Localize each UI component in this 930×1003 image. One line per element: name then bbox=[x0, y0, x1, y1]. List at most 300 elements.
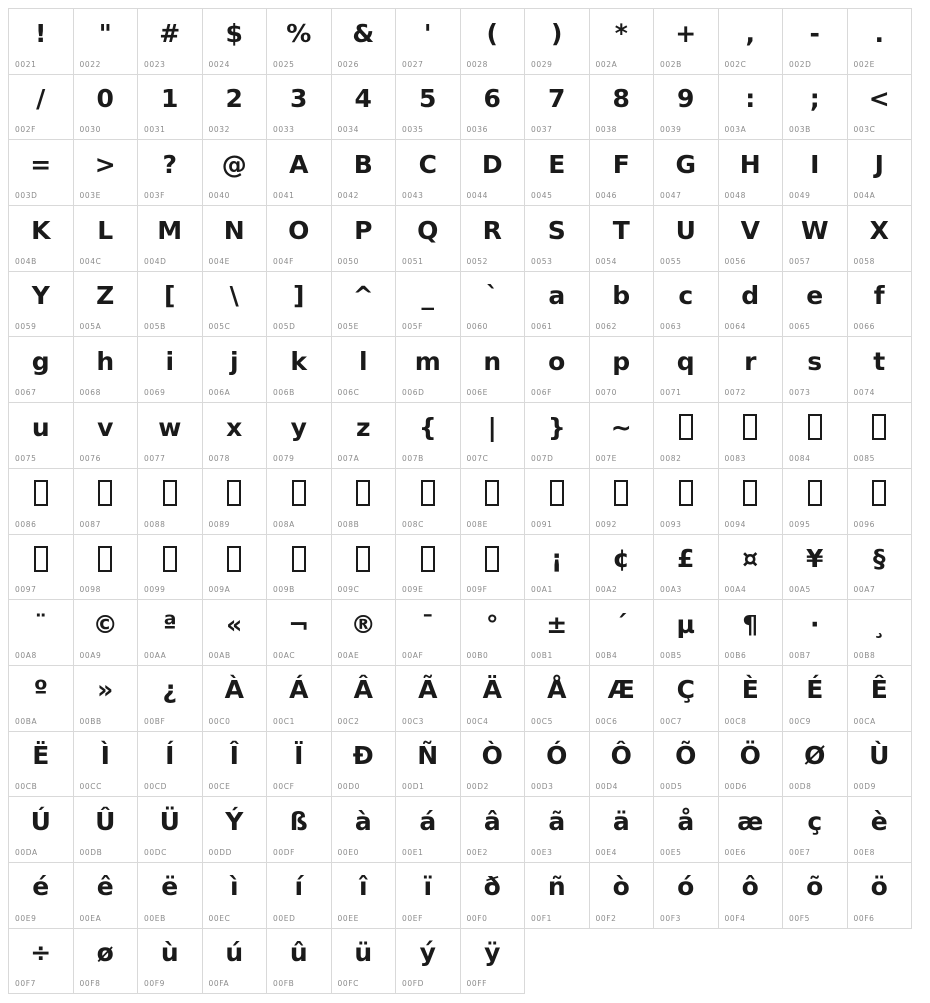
glyph-cell[interactable] bbox=[719, 797, 784, 863]
glyph-cell[interactable] bbox=[74, 140, 139, 206]
glyph-cell[interactable] bbox=[783, 600, 848, 666]
glyph-cell[interactable] bbox=[525, 140, 590, 206]
glyph-cell[interactable] bbox=[267, 140, 332, 206]
glyph-cell[interactable] bbox=[9, 732, 74, 798]
glyph-cell[interactable] bbox=[332, 206, 397, 272]
glyph-cell[interactable] bbox=[396, 600, 461, 666]
glyph-cell[interactable] bbox=[267, 600, 332, 666]
glyph-codepoint: 00B6 bbox=[724, 650, 747, 660]
glyph-codepoint: 0025 bbox=[273, 59, 295, 69]
glyph-codepoint: 0029 bbox=[531, 59, 553, 69]
glyph-cell[interactable] bbox=[9, 403, 74, 469]
glyph-cell[interactable] bbox=[461, 337, 526, 403]
glyph-cell[interactable] bbox=[203, 600, 268, 666]
glyph-codepoint: 005F bbox=[402, 322, 424, 332]
glyph-codepoint: 006F bbox=[531, 388, 553, 398]
glyph-cell[interactable] bbox=[848, 600, 913, 666]
glyph-codepoint: 0057 bbox=[789, 256, 811, 266]
glyph-codepoint: 00C6 bbox=[595, 716, 618, 726]
glyph-cell[interactable] bbox=[461, 600, 526, 666]
glyph-cell[interactable] bbox=[461, 732, 526, 798]
glyph-codepoint: 00AE bbox=[337, 650, 360, 660]
glyph-cell[interactable] bbox=[719, 140, 784, 206]
glyph-cell[interactable] bbox=[74, 9, 139, 75]
glyph-cell[interactable] bbox=[461, 469, 526, 535]
glyph-cell[interactable] bbox=[783, 666, 848, 732]
glyph-cell[interactable] bbox=[74, 206, 139, 272]
glyph-sample: 0 bbox=[96, 84, 114, 114]
glyph-codepoint: 00EE bbox=[337, 913, 359, 923]
glyph-cell[interactable] bbox=[332, 337, 397, 403]
glyph-cell[interactable] bbox=[461, 929, 526, 995]
glyph-cell[interactable] bbox=[9, 272, 74, 338]
glyph-cell[interactable] bbox=[525, 75, 590, 141]
notdef-box-icon bbox=[485, 480, 499, 506]
glyph-sample: ò bbox=[612, 872, 630, 902]
glyph-codepoint: 00BF bbox=[144, 716, 166, 726]
glyph-cell[interactable] bbox=[396, 9, 461, 75]
glyph-cell[interactable] bbox=[203, 337, 268, 403]
glyph-cell[interactable] bbox=[332, 600, 397, 666]
glyph-cell[interactable] bbox=[654, 337, 719, 403]
glyph-cell[interactable] bbox=[783, 9, 848, 75]
glyph-sample: « bbox=[226, 609, 243, 639]
glyph-cell[interactable] bbox=[654, 600, 719, 666]
glyph-cell[interactable] bbox=[654, 732, 719, 798]
glyph-cell[interactable] bbox=[848, 337, 913, 403]
glyph-sample: ø bbox=[96, 938, 114, 968]
glyph-cell[interactable] bbox=[719, 600, 784, 666]
glyph-cell[interactable] bbox=[590, 403, 655, 469]
glyph-cell[interactable] bbox=[525, 469, 590, 535]
glyph-cell[interactable] bbox=[138, 600, 203, 666]
glyph-cell[interactable] bbox=[590, 337, 655, 403]
glyph-cell[interactable] bbox=[461, 75, 526, 141]
glyph-cell[interactable] bbox=[719, 272, 784, 338]
glyph-cell[interactable] bbox=[138, 797, 203, 863]
glyph-cell[interactable] bbox=[396, 206, 461, 272]
glyph-cell[interactable] bbox=[396, 75, 461, 141]
glyph-codepoint: 0027 bbox=[402, 59, 424, 69]
glyph-cell[interactable] bbox=[203, 403, 268, 469]
glyph-cell[interactable] bbox=[783, 732, 848, 798]
glyph-sample bbox=[525, 471, 589, 515]
glyph-codepoint: 009F bbox=[466, 585, 488, 595]
glyph-cell[interactable] bbox=[138, 206, 203, 272]
glyph-cell[interactable] bbox=[203, 9, 268, 75]
glyph-sample: J bbox=[874, 149, 884, 179]
glyph-cell[interactable] bbox=[719, 732, 784, 798]
glyph-cell[interactable] bbox=[590, 272, 655, 338]
glyph-cell[interactable] bbox=[74, 732, 139, 798]
glyph-cell[interactable] bbox=[848, 206, 913, 272]
glyph-cell[interactable] bbox=[848, 797, 913, 863]
glyph-sample bbox=[267, 537, 331, 581]
glyph-codepoint: 0055 bbox=[660, 256, 682, 266]
glyph-sample: l bbox=[358, 346, 368, 376]
glyph-cell[interactable] bbox=[138, 929, 203, 995]
glyph-cell[interactable] bbox=[9, 337, 74, 403]
glyph-cell[interactable] bbox=[590, 666, 655, 732]
glyph-sample: q bbox=[676, 346, 695, 376]
glyph-cell[interactable] bbox=[203, 206, 268, 272]
glyph-cell[interactable] bbox=[461, 140, 526, 206]
glyph-cell[interactable] bbox=[74, 600, 139, 666]
glyph-cell[interactable] bbox=[267, 863, 332, 929]
glyph-cell[interactable] bbox=[525, 600, 590, 666]
glyph-sample: Ý bbox=[225, 806, 244, 836]
glyph-cell[interactable] bbox=[74, 469, 139, 535]
notdef-box-icon bbox=[550, 480, 564, 506]
glyph-cell[interactable] bbox=[267, 272, 332, 338]
glyph-cell[interactable] bbox=[654, 75, 719, 141]
glyph-cell[interactable] bbox=[267, 206, 332, 272]
glyph-cell[interactable] bbox=[267, 929, 332, 995]
glyph-cell[interactable] bbox=[783, 337, 848, 403]
glyph-cell[interactable] bbox=[848, 403, 913, 469]
glyph-codepoint: 004B bbox=[15, 256, 37, 266]
glyph-cell[interactable] bbox=[719, 337, 784, 403]
glyph-cell[interactable] bbox=[654, 797, 719, 863]
glyph-cell[interactable] bbox=[590, 75, 655, 141]
glyph-cell[interactable] bbox=[332, 75, 397, 141]
glyph-cell[interactable] bbox=[396, 666, 461, 732]
glyph-cell[interactable] bbox=[783, 272, 848, 338]
glyph-cell[interactable] bbox=[719, 75, 784, 141]
glyph-codepoint: 004E bbox=[208, 256, 230, 266]
glyph-codepoint: 0073 bbox=[789, 388, 811, 398]
glyph-cell[interactable] bbox=[332, 666, 397, 732]
glyph-cell[interactable] bbox=[9, 600, 74, 666]
glyph-cell[interactable] bbox=[848, 9, 913, 75]
glyph-cell[interactable] bbox=[267, 75, 332, 141]
glyph-cell[interactable] bbox=[332, 9, 397, 75]
glyph-cell[interactable] bbox=[654, 272, 719, 338]
glyph-codepoint: 00B7 bbox=[789, 650, 811, 660]
glyph-sample: ã bbox=[548, 806, 566, 836]
glyph-cell[interactable] bbox=[74, 272, 139, 338]
glyph-cell[interactable] bbox=[396, 929, 461, 995]
glyph-sample bbox=[848, 405, 912, 449]
glyph-cell[interactable] bbox=[138, 140, 203, 206]
glyph-codepoint: 003D bbox=[15, 191, 38, 201]
glyph-codepoint: 0072 bbox=[724, 388, 746, 398]
glyph-cell[interactable] bbox=[461, 797, 526, 863]
glyph-cell[interactable] bbox=[138, 666, 203, 732]
glyph-cell[interactable] bbox=[396, 403, 461, 469]
glyph-sample: n bbox=[483, 346, 502, 376]
glyph-sample: \ bbox=[229, 281, 239, 311]
glyph-cell[interactable] bbox=[332, 403, 397, 469]
glyph-codepoint: 008A bbox=[273, 519, 295, 529]
glyph-cell[interactable] bbox=[396, 732, 461, 798]
glyph-cell[interactable] bbox=[719, 9, 784, 75]
glyph-cell[interactable] bbox=[267, 797, 332, 863]
glyph-sample: u bbox=[31, 412, 50, 442]
glyph-cell[interactable] bbox=[461, 535, 526, 601]
glyph-cell[interactable] bbox=[74, 797, 139, 863]
glyph-cell[interactable] bbox=[848, 863, 913, 929]
glyph-codepoint: 00EC bbox=[208, 913, 231, 923]
glyph-cell[interactable] bbox=[9, 469, 74, 535]
glyph-sample: p bbox=[612, 346, 631, 376]
notdef-box-icon bbox=[614, 480, 628, 506]
glyph-cell[interactable] bbox=[848, 666, 913, 732]
glyph-cell[interactable] bbox=[590, 863, 655, 929]
glyph-cell[interactable] bbox=[525, 863, 590, 929]
glyph-cell[interactable] bbox=[267, 666, 332, 732]
glyph-sample: ] bbox=[293, 281, 305, 311]
glyph-cell[interactable] bbox=[396, 140, 461, 206]
glyph-cell[interactable] bbox=[525, 272, 590, 338]
glyph-cell[interactable] bbox=[783, 75, 848, 141]
glyph-cell[interactable] bbox=[332, 535, 397, 601]
glyph-codepoint: 002C bbox=[724, 59, 747, 69]
glyph-codepoint: 006C bbox=[337, 388, 360, 398]
glyph-cell[interactable] bbox=[848, 469, 913, 535]
glyph-cell[interactable] bbox=[9, 666, 74, 732]
glyph-cell[interactable] bbox=[848, 732, 913, 798]
glyph-cell[interactable] bbox=[9, 863, 74, 929]
glyph-cell[interactable] bbox=[332, 929, 397, 995]
glyph-cell[interactable] bbox=[332, 272, 397, 338]
glyph-codepoint: 00A8 bbox=[15, 650, 37, 660]
glyph-cell[interactable] bbox=[203, 863, 268, 929]
glyph-cell[interactable] bbox=[74, 535, 139, 601]
glyph-cell[interactable] bbox=[525, 337, 590, 403]
notdef-box-icon bbox=[808, 480, 822, 506]
glyph-cell[interactable] bbox=[203, 666, 268, 732]
glyph-codepoint: 00C4 bbox=[466, 716, 489, 726]
glyph-cell[interactable] bbox=[396, 469, 461, 535]
glyph-cell[interactable] bbox=[654, 403, 719, 469]
glyph-codepoint: 00D1 bbox=[402, 782, 425, 792]
glyph-sample: _ bbox=[421, 281, 434, 311]
glyph-codepoint: 0077 bbox=[144, 453, 166, 463]
glyph-cell[interactable] bbox=[138, 9, 203, 75]
glyph-codepoint: 0088 bbox=[144, 519, 166, 529]
glyph-sample: Ì bbox=[100, 741, 110, 771]
glyph-cell[interactable] bbox=[461, 863, 526, 929]
glyph-cell[interactable] bbox=[396, 272, 461, 338]
glyph-cell[interactable] bbox=[74, 75, 139, 141]
glyph-sample: I bbox=[810, 149, 820, 179]
glyph-sample: T bbox=[612, 215, 630, 245]
glyph-sample: } bbox=[547, 412, 566, 442]
glyph-cell[interactable] bbox=[719, 469, 784, 535]
glyph-codepoint: 007E bbox=[595, 453, 617, 463]
glyph-cell[interactable] bbox=[525, 535, 590, 601]
glyph-cell[interactable] bbox=[525, 797, 590, 863]
glyph-codepoint: 002B bbox=[660, 59, 682, 69]
glyph-cell[interactable] bbox=[267, 732, 332, 798]
glyph-cell[interactable] bbox=[848, 75, 913, 141]
glyph-cell[interactable] bbox=[590, 535, 655, 601]
glyph-cell[interactable] bbox=[332, 863, 397, 929]
glyph-cell[interactable] bbox=[396, 863, 461, 929]
glyph-cell[interactable] bbox=[138, 863, 203, 929]
glyph-sample: R bbox=[482, 215, 502, 245]
glyph-cell[interactable] bbox=[461, 206, 526, 272]
glyph-cell[interactable] bbox=[138, 732, 203, 798]
glyph-codepoint: 0062 bbox=[595, 322, 617, 332]
glyph-sample: / bbox=[36, 84, 46, 114]
glyph-cell[interactable] bbox=[848, 272, 913, 338]
glyph-cell[interactable] bbox=[719, 535, 784, 601]
glyph-cell[interactable] bbox=[203, 732, 268, 798]
glyph-cell[interactable] bbox=[267, 9, 332, 75]
glyph-codepoint: 0036 bbox=[466, 125, 488, 135]
glyph-cell[interactable] bbox=[525, 206, 590, 272]
glyph-cell[interactable] bbox=[267, 403, 332, 469]
glyph-cell[interactable] bbox=[203, 469, 268, 535]
glyph-cell[interactable] bbox=[74, 666, 139, 732]
glyph-codepoint: 005E bbox=[337, 322, 359, 332]
glyph-cell[interactable] bbox=[203, 75, 268, 141]
glyph-cell[interactable] bbox=[719, 206, 784, 272]
glyph-cell[interactable] bbox=[396, 535, 461, 601]
glyph-cell[interactable] bbox=[74, 403, 139, 469]
glyph-sample bbox=[783, 405, 847, 449]
glyph-cell[interactable] bbox=[654, 666, 719, 732]
glyph-cell[interactable] bbox=[590, 797, 655, 863]
glyph-cell[interactable] bbox=[783, 403, 848, 469]
glyph-cell[interactable] bbox=[719, 666, 784, 732]
glyph-cell[interactable] bbox=[203, 797, 268, 863]
glyph-codepoint: 00E0 bbox=[337, 847, 359, 857]
glyph-cell[interactable] bbox=[525, 403, 590, 469]
glyph-cell[interactable] bbox=[654, 206, 719, 272]
notdef-box-icon bbox=[34, 480, 48, 506]
glyph-cell[interactable] bbox=[461, 403, 526, 469]
glyph-cell[interactable] bbox=[525, 666, 590, 732]
glyph-sample: : bbox=[745, 84, 756, 114]
glyph-cell[interactable] bbox=[203, 535, 268, 601]
empty-cell bbox=[590, 929, 655, 995]
glyph-codepoint: 00C1 bbox=[273, 716, 295, 726]
glyph-cell[interactable] bbox=[332, 469, 397, 535]
glyph-codepoint: 00CA bbox=[853, 716, 876, 726]
glyph-cell[interactable] bbox=[138, 337, 203, 403]
glyph-cell[interactable] bbox=[848, 140, 913, 206]
glyph-codepoint: 0026 bbox=[337, 59, 359, 69]
glyph-cell[interactable] bbox=[590, 600, 655, 666]
glyph-cell[interactable] bbox=[654, 469, 719, 535]
glyph-codepoint: 00F0 bbox=[466, 913, 488, 923]
glyph-sample: Ã bbox=[418, 675, 438, 705]
glyph-cell[interactable] bbox=[332, 140, 397, 206]
glyph-cell[interactable] bbox=[74, 337, 139, 403]
glyph-sample bbox=[203, 537, 267, 581]
glyph-sample: Ó bbox=[546, 741, 568, 771]
glyph-cell[interactable] bbox=[783, 535, 848, 601]
glyph-sample: ) bbox=[551, 18, 563, 48]
glyph-cell[interactable] bbox=[332, 797, 397, 863]
glyph-sample: 3 bbox=[290, 84, 308, 114]
glyph-cell[interactable] bbox=[138, 469, 203, 535]
glyph-sample: H bbox=[739, 149, 761, 179]
glyph-cell[interactable] bbox=[783, 797, 848, 863]
glyph-sample: E bbox=[548, 149, 566, 179]
glyph-cell[interactable] bbox=[783, 469, 848, 535]
glyph-codepoint: 003C bbox=[853, 125, 876, 135]
glyph-cell[interactable] bbox=[783, 140, 848, 206]
glyph-codepoint: 0099 bbox=[144, 585, 166, 595]
glyph-sample bbox=[396, 471, 460, 515]
glyph-cell[interactable] bbox=[138, 272, 203, 338]
glyph-cell[interactable] bbox=[9, 75, 74, 141]
glyph-cell[interactable] bbox=[590, 469, 655, 535]
glyph-cell[interactable] bbox=[267, 469, 332, 535]
glyph-sample bbox=[396, 537, 460, 581]
glyph-sample: Ò bbox=[481, 741, 503, 771]
glyph-cell[interactable] bbox=[203, 272, 268, 338]
glyph-cell[interactable] bbox=[654, 863, 719, 929]
glyph-cell[interactable] bbox=[525, 9, 590, 75]
glyph-cell[interactable] bbox=[9, 797, 74, 863]
glyph-cell[interactable] bbox=[654, 535, 719, 601]
glyph-codepoint: 00CB bbox=[15, 782, 38, 792]
glyph-cell[interactable] bbox=[461, 9, 526, 75]
glyph-cell[interactable] bbox=[138, 403, 203, 469]
glyph-codepoint: 0033 bbox=[273, 125, 295, 135]
glyph-cell[interactable] bbox=[461, 272, 526, 338]
glyph-cell[interactable] bbox=[719, 863, 784, 929]
glyph-cell[interactable] bbox=[848, 535, 913, 601]
glyph-codepoint: 0050 bbox=[337, 256, 359, 266]
glyph-cell[interactable] bbox=[525, 732, 590, 798]
glyph-cell[interactable] bbox=[654, 9, 719, 75]
glyph-cell[interactable] bbox=[9, 206, 74, 272]
glyph-sample: h bbox=[96, 346, 115, 376]
glyph-cell[interactable] bbox=[332, 732, 397, 798]
glyph-cell[interactable] bbox=[74, 929, 139, 995]
glyph-cell[interactable] bbox=[74, 863, 139, 929]
glyph-codepoint: 0044 bbox=[466, 191, 488, 201]
glyph-cell[interactable] bbox=[9, 140, 74, 206]
glyph-cell[interactable] bbox=[654, 140, 719, 206]
glyph-cell[interactable] bbox=[783, 206, 848, 272]
glyph-cell[interactable] bbox=[9, 9, 74, 75]
glyph-cell[interactable] bbox=[590, 9, 655, 75]
glyph-cell[interactable] bbox=[590, 140, 655, 206]
glyph-cell[interactable] bbox=[9, 535, 74, 601]
glyph-cell[interactable] bbox=[138, 535, 203, 601]
glyph-cell[interactable] bbox=[267, 337, 332, 403]
glyph-cell[interactable] bbox=[396, 337, 461, 403]
glyph-cell[interactable] bbox=[461, 666, 526, 732]
glyph-cell[interactable] bbox=[9, 929, 74, 995]
glyph-cell[interactable] bbox=[203, 140, 268, 206]
glyph-cell[interactable] bbox=[590, 206, 655, 272]
glyph-cell[interactable] bbox=[138, 75, 203, 141]
glyph-sample: t bbox=[873, 346, 886, 376]
glyph-cell[interactable] bbox=[267, 535, 332, 601]
glyph-cell[interactable] bbox=[783, 863, 848, 929]
glyph-sample bbox=[74, 471, 138, 515]
glyph-codepoint: 007A bbox=[337, 453, 360, 463]
glyph-cell[interactable] bbox=[719, 403, 784, 469]
glyph-sample: { bbox=[418, 412, 437, 442]
glyph-cell[interactable] bbox=[396, 797, 461, 863]
glyph-cell[interactable] bbox=[203, 929, 268, 995]
glyph-cell[interactable] bbox=[590, 732, 655, 798]
glyph-sample: M bbox=[157, 215, 183, 245]
glyph-sample: e bbox=[806, 281, 824, 311]
glyph-codepoint: 005A bbox=[79, 322, 102, 332]
glyph-sample: è bbox=[870, 806, 888, 836]
glyph-sample: x bbox=[226, 412, 243, 442]
